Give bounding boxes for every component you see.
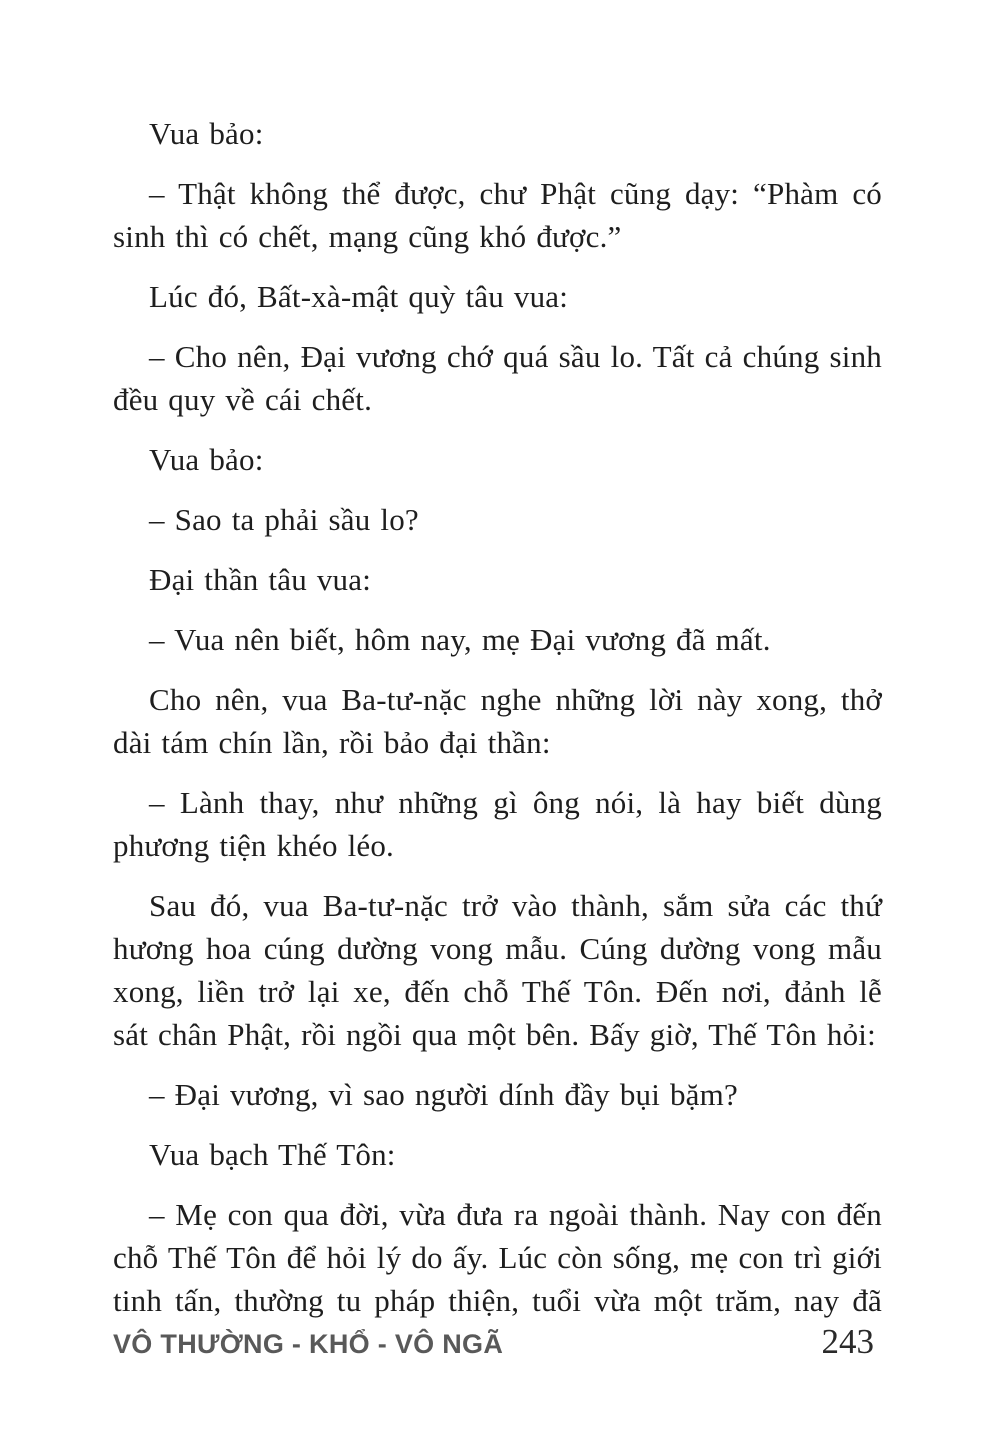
page-number: 243 bbox=[821, 1322, 874, 1361]
paragraph: Đại thần tâu vua: bbox=[149, 562, 372, 597]
paragraph: Cho nên, vua Ba-tư-nặc nghe những lời này xong, thở dài tám chín lần, rồi bảo đại thần: bbox=[113, 682, 882, 760]
paragraph: – Sao ta phải sầu lo? bbox=[149, 502, 419, 537]
page-footer bbox=[113, 1322, 874, 1362]
paragraph: – Mẹ con qua đời, vừa đưa ra ngoài thành. Nay con đến chỗ Thế Tôn để hỏi lý do ấy. Lúc còn sống, mẹ con trì giới tinh tấn, thường tu pháp thiện, tuổi vừa một trăm, nay đã bbox=[113, 1197, 882, 1318]
paragraph: – Cho nên, Đại vương chớ quá sầu lo. Tất cả chúng sinh đều quy về cái chết. bbox=[113, 339, 882, 417]
paragraph: – Lành thay, như những gì ông nói, là hay biết dùng phương tiện khéo léo. bbox=[113, 785, 882, 863]
paragraph: Vua bạch Thế Tôn: bbox=[149, 1137, 396, 1172]
paragraph: – Đại vương, vì sao người dính đầy bụi bặm? bbox=[149, 1077, 738, 1112]
paragraph: Sau đó, vua Ba-tư-nặc trở vào thành, sắm sửa các thứ hương hoa cúng dường vong mẫu. Cúng dường vong mẫu xong, liền trở lại xe, đến chỗ Thế Tôn. Đến nơi, đảnh lễ sát chân Phật, rồi ngồi qua một bên. Bấy giờ, Thế Tôn hỏi: bbox=[113, 888, 882, 1052]
text-body bbox=[113, 112, 882, 1339]
paragraph: Vua bảo: bbox=[149, 442, 264, 477]
paragraph: – Thật không thể được, chư Phật cũng dạy: “Phàm có sinh thì có chết, mạng cũng khó được.” bbox=[113, 176, 882, 254]
paragraph: Vua bảo: bbox=[149, 116, 264, 151]
running-title: VÔ THƯỜNG - KHỔ - VÔ NGÃ bbox=[113, 1329, 504, 1359]
paragraph: – Vua nên biết, hôm nay, mẹ Đại vương đã mất. bbox=[149, 622, 771, 657]
paragraph: Lúc đó, Bất-xà-mật quỳ tâu vua: bbox=[149, 279, 569, 314]
